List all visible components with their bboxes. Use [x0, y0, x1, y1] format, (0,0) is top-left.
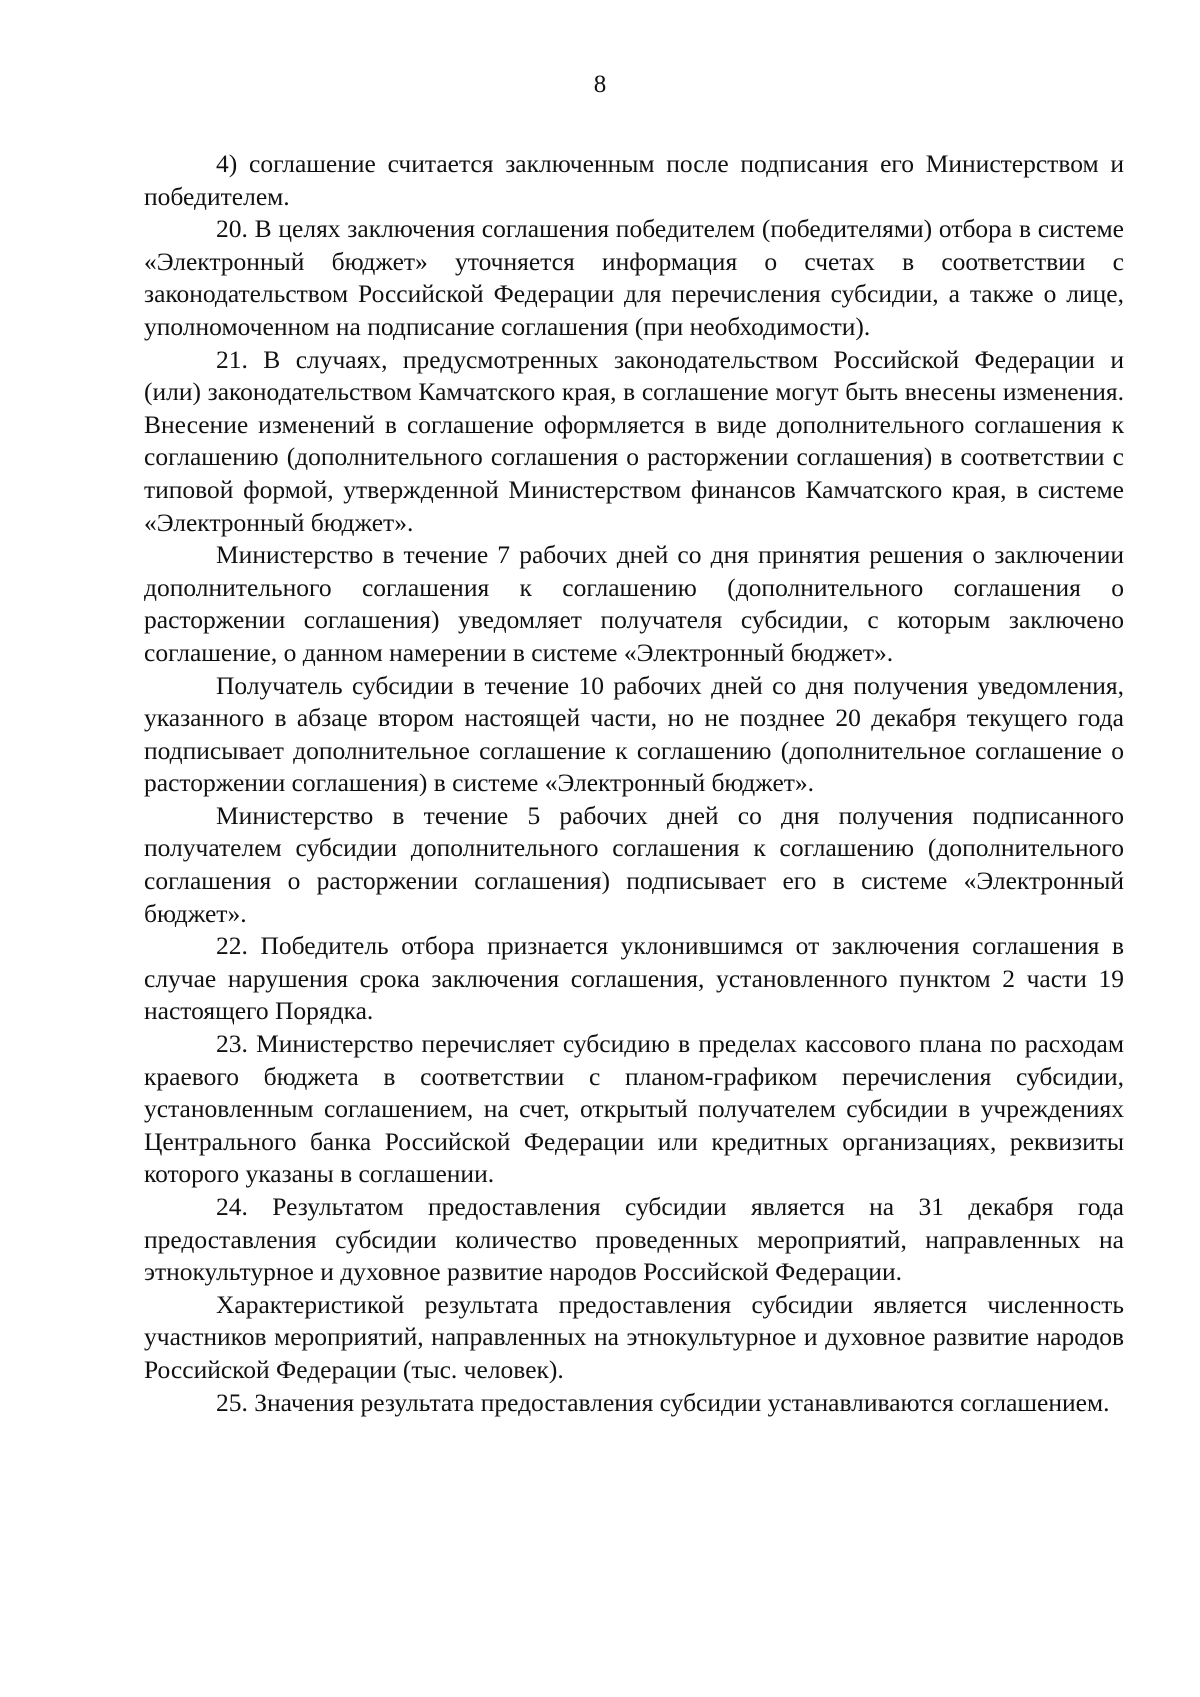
paragraph-clause-24-characteristic: Характеристикой результата предоставления субсидии является численность участников мероприятий, направленных на этнокультурное и духовное развитие народов Российской Федерации (тыс. человек). — [144, 1289, 1124, 1384]
document-body — [144, 148, 1124, 1419]
paragraph-clause-20: 20. В целях заключения соглашения победителем (победителями) отбора в системе «Электронный бюджет» уточняется информация о счетах в соответствии с законодательством Российской Федерации для перечисления субсидии, а также о лице, уполномоченном на подписание соглашения (при необходимости). — [144, 214, 1124, 341]
paragraph-clause-22: 22. Победитель отбора признается уклонившимся от заключения соглашения в случае нарушения срока заключения соглашения, установленного пунктом 2 части 19 настоящего Порядка. — [144, 931, 1124, 1026]
page-number: 8 — [593, 71, 607, 98]
paragraph-clause-25: 25. Значения результата предоставления субсидии устанавливаются соглашением. — [216, 1387, 1110, 1417]
paragraph-clause-21: 21. В случаях, предусмотренных законодательством Российской Федерации и (или) законодательством Камчатского края, в соглашение могут быть внесены изменения. Внесение изменений в соглашение оформляется в виде дополнительного соглашения к соглашению (дополнительного соглашения о расторжении соглашения) в соответствии с типовой формой, утвержденной Министерством финансов Камчатского края, в системе «Электронный бюджет». — [144, 344, 1124, 537]
paragraph-clause-24: 24. Результатом предоставления субсидии является на 31 декабря года предоставления субсидии количество проведенных мероприятий, направленных на этнокультурное и духовное развитие народов Российской Федерации. — [144, 1192, 1124, 1287]
paragraph-clause-21-ministry-signing: Министерство в течение 5 рабочих дней со дня получения подписанного получателем субсидии дополнительного соглашения к соглашению (дополнительного соглашения о расторжении соглашения) подписывает его в системе «Электронный бюджет». — [144, 800, 1124, 928]
paragraph-clause-23: 23. Министерство перечисляет субсидию в пределах кассового плана по расходам краевого бюджета в соответствии с планом-графиком перечисления субсидии, установленным соглашением, на счет, открытый получателем субсидии в учреждениях Центрального банка Российской Федерации или кредитных организациях, реквизиты которого указаны в соглашении. — [144, 1029, 1124, 1189]
paragraph-clause-21-notice: Министерство в течение 7 рабочих дней со дня принятия решения о заключении дополнительного соглашения к соглашению (дополнительного соглашения о расторжении соглашения) уведомляет получателя субсидии, с которым заключено соглашение, о данном намерении в системе «Электронный бюджет». — [144, 540, 1124, 667]
paragraph-clause-19-4: 4) соглашение считается заключенным после подписания его Министерством и победителем. — [144, 149, 1124, 211]
paragraph-clause-21-signing: Получатель субсидии в течение 10 рабочих дней со дня получения уведомления, указанного в абзаце втором настоящей части, но не позднее 20 декабря текущего года подписывает дополнительное соглашение к соглашению (дополнительное соглашение о расторжении соглашения) в системе «Электронный бюджет». — [144, 670, 1124, 798]
